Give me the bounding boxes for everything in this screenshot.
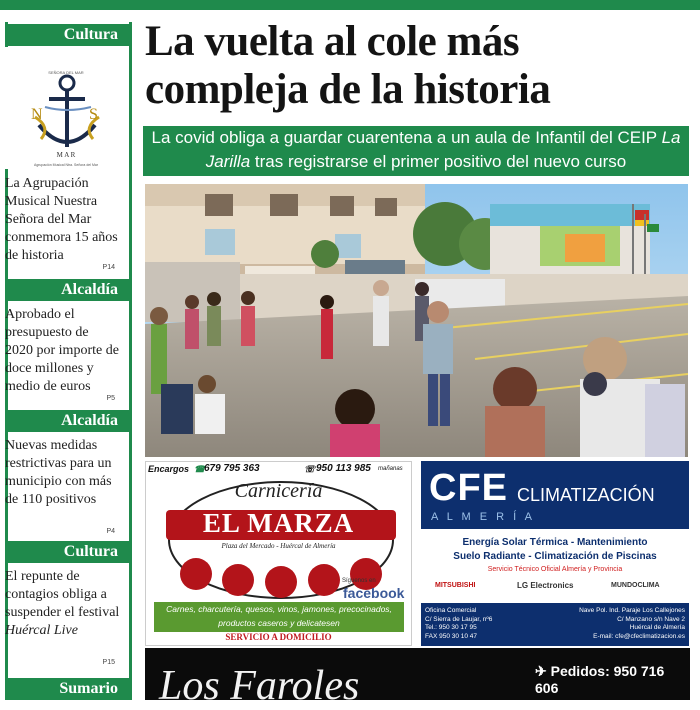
sidebar-heading-cultura-1[interactable]: Cultura bbox=[5, 24, 132, 46]
sidebar-heading-cultura-2[interactable]: Cultura bbox=[5, 541, 132, 563]
cfe-nave1: Nave Pol. Ind. Paraje Los Callejones bbox=[579, 607, 685, 614]
cfe-city: A L M E R Í A bbox=[431, 511, 536, 523]
cfe-nave bbox=[545, 607, 685, 641]
sidebar-story-4[interactable] bbox=[5, 568, 120, 640]
sidebar-story-3[interactable] bbox=[5, 437, 120, 509]
cfe-line1: Energía Solar Térmica - Mantenimiento bbox=[462, 537, 648, 548]
sidebar-heading-alcaldia-2[interactable]: Alcaldía bbox=[5, 410, 132, 432]
sidebar-story-1-text: La Agrupación Musical Nuestra Señora del Mar conmemora 15 años de historia bbox=[5, 176, 118, 263]
page-ref-p15: P15 bbox=[102, 659, 115, 666]
carniceria-products: Carnes, charcutería, quesos, vinos, jamones, precocinados, productos caseros y delicatesen bbox=[154, 602, 404, 632]
partner-mundoclima: MUNDOCLIMA bbox=[611, 582, 660, 589]
bottom-ad-phone[interactable]: Pedidos: 950 716 606 bbox=[535, 663, 665, 696]
carniceria-name: EL MARZA bbox=[202, 508, 355, 538]
ad-cfe[interactable] bbox=[421, 461, 689, 646]
svg-text:Agrupación Musical Ntra. Señor: Agrupación Musical Ntra. Señora del Mar bbox=[33, 163, 99, 167]
sidebar-heading-sumario[interactable]: Sumario bbox=[5, 678, 132, 700]
phone-label: Encargos bbox=[148, 464, 190, 474]
cfe-service: Servicio Técnico Oficial Almería y Provincia bbox=[487, 566, 623, 573]
cfe-line2: Suelo Radiante - Climatización de Piscinas bbox=[453, 551, 657, 562]
sidebar-story-3-text: Nuevas medidas restrictivas para un municipio con más de 110 positivos bbox=[5, 438, 112, 507]
sidebar-story-1[interactable] bbox=[5, 175, 120, 265]
cfe-services-box bbox=[421, 529, 689, 603]
bottom-ad-orders bbox=[535, 663, 690, 696]
page-ref-p5: P5 bbox=[106, 395, 115, 402]
sidebar-story-4-italic: Huércal Live bbox=[5, 623, 78, 638]
cfe-phone[interactable]: Tel.: 950 30 17 95 bbox=[425, 624, 477, 631]
cfe-fax: FAX 950 30 10 47 bbox=[425, 632, 478, 640]
sidebar-story-2-text: Aprobado el presupuesto de 2020 por importe de doce millones y medio de euros bbox=[5, 307, 119, 394]
sidebar-heading-alcaldia-1[interactable]: Alcaldía bbox=[5, 279, 132, 301]
whatsapp-icon: ☎ bbox=[194, 464, 206, 474]
cfe-brand-sub: CLIMATIZACIÓN bbox=[517, 485, 655, 505]
ad-carniceria[interactable] bbox=[145, 461, 412, 646]
top-color-bar bbox=[0, 0, 700, 10]
cfe-office-title: Oficina Comercial bbox=[425, 607, 477, 614]
agrupacion-logo bbox=[5, 47, 127, 169]
carniceria-address: Plaza del Mercado - Huércal de Almería bbox=[221, 542, 336, 550]
cfe-email[interactable]: E-mail: cfe@cfeclimatizacion.es bbox=[593, 632, 685, 640]
partner-lg: LG Electronics bbox=[517, 581, 574, 590]
phone2[interactable]: 950 113 985 bbox=[316, 463, 371, 474]
phone1[interactable]: 679 795 363 bbox=[204, 463, 260, 474]
anchor-logo-icon bbox=[5, 47, 127, 169]
ad-bottom[interactable] bbox=[145, 648, 690, 709]
svg-text:SEÑORA DEL MAR: SEÑORA DEL MAR bbox=[48, 70, 84, 75]
cfe-nave3: Huércal de Almería bbox=[629, 624, 685, 631]
los-faroles-script: Los Faroles bbox=[159, 663, 360, 709]
carniceria-phones bbox=[146, 462, 411, 476]
svg-text:S: S bbox=[89, 106, 98, 123]
facebook-link[interactable]: facebook bbox=[343, 585, 405, 601]
deck-main-text: La covid obliga a guardar cuarentena a un aula de Infantil del CEIP bbox=[151, 128, 657, 147]
page-ref-p14: P14 bbox=[102, 264, 115, 271]
phone2-suffix: mañanas bbox=[378, 466, 403, 472]
partner-mitsubishi: MITSUBISHI bbox=[435, 582, 476, 589]
moped-icon: ✈ bbox=[535, 663, 547, 679]
cfe-nave2: C/ Manzano s/n Nave 2 bbox=[617, 615, 685, 623]
cfe-brand: CFE bbox=[429, 467, 508, 509]
svg-text:N: N bbox=[31, 106, 43, 123]
cfe-office-addr: C/ Sierra de Laujar, nº6 bbox=[425, 615, 493, 623]
follow-label: Síguenos en bbox=[342, 578, 376, 584]
page-ref-p4: P4 bbox=[106, 528, 115, 535]
main-headline[interactable]: La vuelta al cole más compleja de la historia bbox=[145, 18, 551, 113]
cfe-office bbox=[425, 607, 545, 641]
sidebar-story-2[interactable] bbox=[5, 306, 120, 396]
phone-icon: ☏ bbox=[304, 464, 316, 474]
deck-italic-text: La Jarilla bbox=[205, 128, 681, 171]
carniceria-title: Carnicería bbox=[234, 480, 323, 502]
deck-end-text: tras registrarse el primer positivo del nuevo curso bbox=[254, 152, 627, 171]
school-photo[interactable] bbox=[145, 184, 688, 457]
schoolyard-photo-illustration bbox=[145, 184, 688, 457]
article-deck bbox=[143, 126, 689, 176]
sidebar-story-4-text: El repunte de contagios obliga a suspender el festival bbox=[5, 569, 120, 620]
sidebar bbox=[0, 22, 135, 700]
carniceria-delivery: SERVICIO A DOMICILIO bbox=[225, 632, 332, 642]
svg-text:M A R: M A R bbox=[56, 151, 76, 159]
